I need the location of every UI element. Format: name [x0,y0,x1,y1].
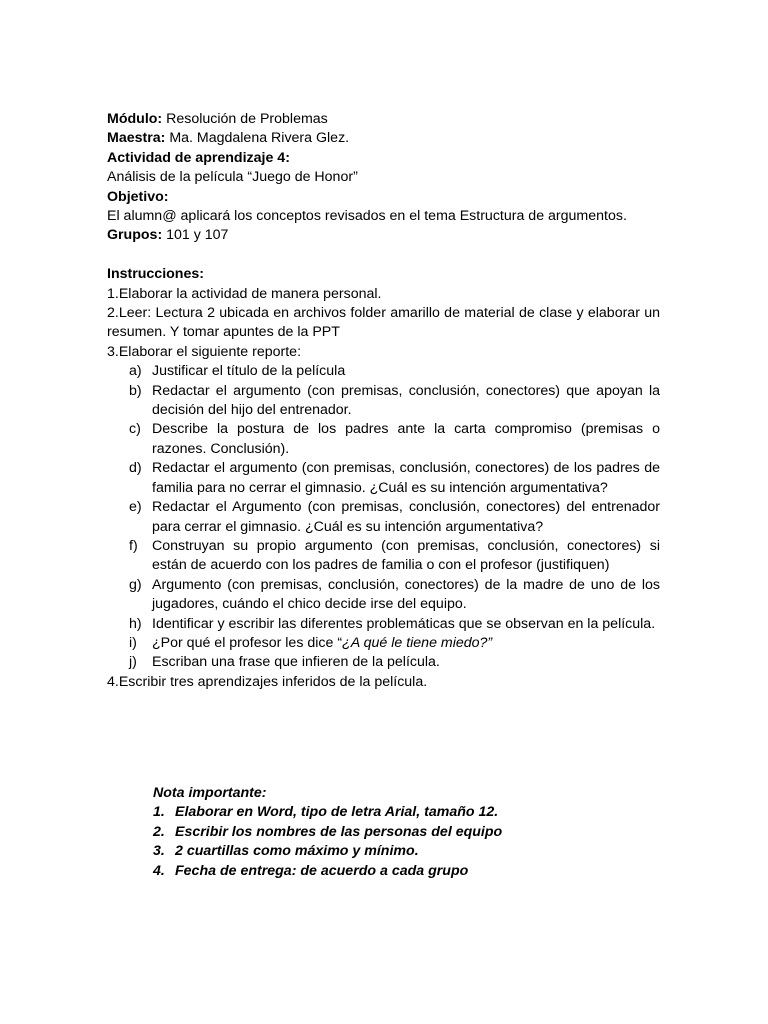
item-text: Justificar el título de la película [152,363,346,380]
grupos-line [107,226,660,245]
nota-text: Escribir los nombres de las personas del equipo [175,823,503,840]
item-label: h) [129,615,142,632]
item-text: Redactar el argumento (con premisas, conclusión, conectores) de los padres de familia para no cerrar el gimnasio. ¿Cuál es su intención argumentativa? [152,460,660,496]
item-text: Redactar el argumento (con premisas, conclusión, conectores) que apoyan la decisión del hijo del entrenador. [152,382,660,419]
item-label: d) [129,460,142,477]
nota-number: 2. [153,823,165,840]
instrucciones-title: Instrucciones: [107,266,204,283]
objetivo-value: El alumn@ aplicará los conceptos revisados en el tema Estructura de argumentos. [107,208,627,225]
maestra-line [107,129,660,148]
list-item [107,615,660,634]
item-text-prefix: ¿Por qué el profesor les dice “ [152,634,343,651]
list-item [107,653,660,672]
modulo-label: Módulo: [107,111,163,127]
list-item [153,862,573,881]
list-item [107,634,660,653]
document-body [107,110,660,692]
list-item [153,823,573,842]
item-label: i) [129,634,137,651]
nota-text: Fecha de entrega: de acuerdo a cada grupo [175,862,469,879]
nota-number: 4. [153,862,165,879]
item-label: g) [129,576,142,593]
item-label: f) [129,537,138,554]
item-label: e) [129,499,142,516]
item-label: b) [129,382,142,399]
list-item [107,420,660,459]
item-text: Identificar y escribir las diferentes problemáticas que se observan en la película. [152,615,656,632]
grupos-value: 101 y 107 [166,227,229,244]
nota-importante [153,784,573,881]
nota-title: Nota importante: [153,785,267,801]
item-label: c) [129,421,141,438]
nota-number: 3. [153,843,165,860]
instruccion-step-3: 3.Elaborar el siguiente reporte: [107,343,302,360]
instruccion-step-2: 2.Leer: Lectura 2 ubicada en archivos folder amarillo de material de clase y elaborar un resumen. Y tomar apuntes de la PPT [107,305,660,341]
list-item [153,842,573,861]
list-item [107,576,660,615]
actividad-value: Análisis de la película “Juego de Honor” [107,169,358,186]
item-text: Argumento (con premisas, conclusión, conectores) de la madre de uno de los jugadores, cuándo el chico decide irse del equipo. [152,576,660,613]
list-item [107,362,660,381]
item-label: j) [129,654,137,671]
maestra-label: Maestra: [107,130,166,147]
modulo-line [107,110,660,129]
item-text: Describe la postura de los padres ante la carta compromiso (premisas o razones. Conclusión). [152,421,660,457]
list-item [107,498,660,537]
instruccion-step-1: 1.Elaborar la actividad de manera personal. [107,285,382,302]
grupos-label: Grupos: [107,227,163,244]
item-text: Construyan su propio argumento (con premisas, conclusión, conectores) si están de acuerdo con los padres de familia o con el profesor (justifiquen) [152,537,660,574]
list-item [153,803,573,822]
nota-text: Elaborar en Word, tipo de letra Arial, tamaño 12. [175,804,499,821]
nota-number: 1. [153,804,165,821]
item-text-italic: ¿A qué le tiene miedo?” [342,634,493,651]
list-item [107,537,660,576]
nota-text: 2 cuartillas como máximo y mínimo. [175,843,419,860]
item-text: Redactar el Argumento (con premisas, conclusión, conectores) del entrenador para cerrar el gimnasio. ¿Cuál es su intención argumentativa? [152,499,660,535]
report-items-list [107,362,660,673]
list-item [107,459,660,498]
modulo-value: Resolución de Problemas [166,111,328,127]
objetivo-label: Objetivo: [107,188,169,205]
maestra-value: Ma. Magdalena Rivera Glez. [169,130,350,147]
item-text: Escriban una frase que infieren de la película. [152,654,440,671]
instruccion-step-4: 4.Escribir tres aprendizajes inferidos de la película. [107,673,428,690]
actividad-label: Actividad de aprendizaje 4: [107,149,290,166]
spacer [107,246,660,265]
list-item [107,382,660,421]
item-label: a) [129,363,142,380]
